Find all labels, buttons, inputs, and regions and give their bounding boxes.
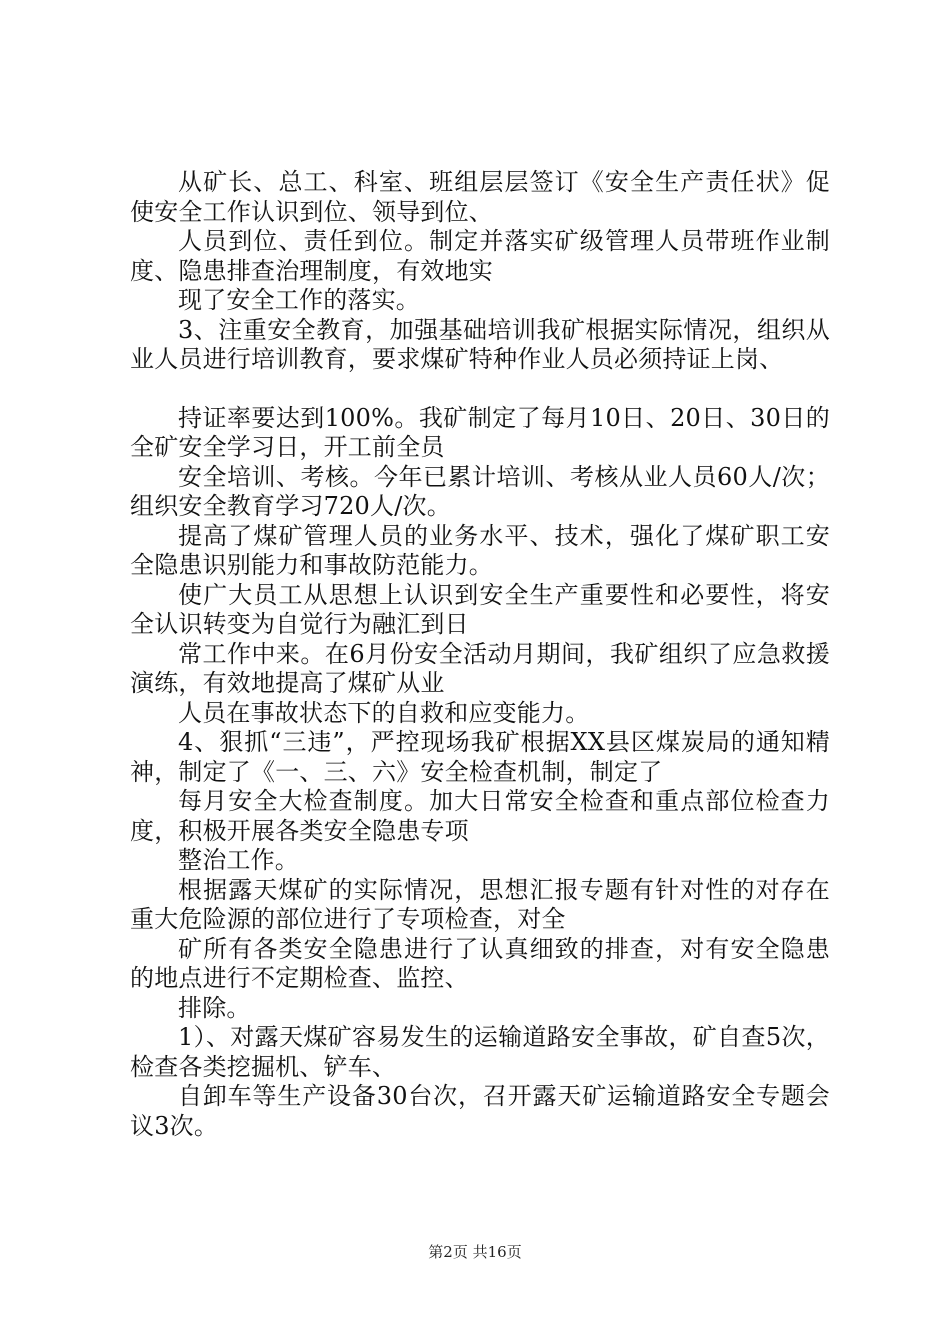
paragraph: 现了安全工作的落实。 xyxy=(178,286,420,314)
paragraph: 持证率要达到100%。我矿制定了每月10日、20日、30日的全矿安全学习日，开工前全员 xyxy=(130,403,830,461)
page-number-footer: 第2页 共16页 xyxy=(428,1243,522,1261)
paragraph: 提高了煤矿管理人员的业务水平、技术，强化了煤矿职工安全隐患识别能力和事故防范能力。 xyxy=(130,521,830,579)
paragraph: 人员到位、责任到位。制定并落实矿级管理人员带班作业制度、隐患排查治理制度，有效地实 xyxy=(130,227,830,285)
paragraph: 3、注重安全教育，加强基础培训我矿根据实际情况，组织从业人员进行培训教育，要求煤矿特种作业人员必须持证上岗、 xyxy=(130,315,830,373)
paragraph: 从矿长、总工、科室、班组层层签订《安全生产责任状》促使安全工作认识到位、领导到位、 xyxy=(130,168,830,226)
paragraph: 使广大员工从思想上认识到安全生产重要性和必要性，将安全认识转变为自觉行为融汇到日 xyxy=(130,580,830,638)
paragraph: 根据露天煤矿的实际情况，思想汇报专题有针对性的对存在重大危险源的部位进行了专项检查，对全 xyxy=(130,875,830,933)
paragraph: 安全培训、考核。今年已累计培训、考核从业人员60人/次；组织安全教育学习720人/次。 xyxy=(130,462,830,520)
paragraph: 1）、对露天煤矿容易发生的运输道路安全事故，矿自查5次，检查各类挖掘机、铲车、 xyxy=(130,1023,830,1081)
document-body xyxy=(130,168,830,1141)
paragraph: 自卸车等生产设备30台次，召开露天矿运输道路安全专题会议3次。 xyxy=(130,1082,830,1140)
paragraph: 4、狠抓“三违”，严控现场我矿根据XX县区煤炭局的通知精神，制定了《一、三、六》安全检查机制，制定了 xyxy=(130,728,830,786)
paragraph: 人员在事故状态下的自救和应变能力。 xyxy=(178,698,590,727)
paragraph: 常工作中来。在6月份安全活动月期间，我矿组织了应急救援演练，有效地提高了煤矿从业 xyxy=(130,639,830,697)
paragraph: 排除。 xyxy=(178,993,251,1022)
paragraph: 矿所有各类安全隐患进行了认真细致的排查，对有安全隐患的地点进行不定期检查、监控、 xyxy=(130,934,830,992)
paragraph: 整治工作。 xyxy=(178,846,299,874)
paragraph: 每月安全大检查制度。加大日常安全检查和重点部位检查力度，积极开展各类安全隐患专项 xyxy=(130,787,830,845)
